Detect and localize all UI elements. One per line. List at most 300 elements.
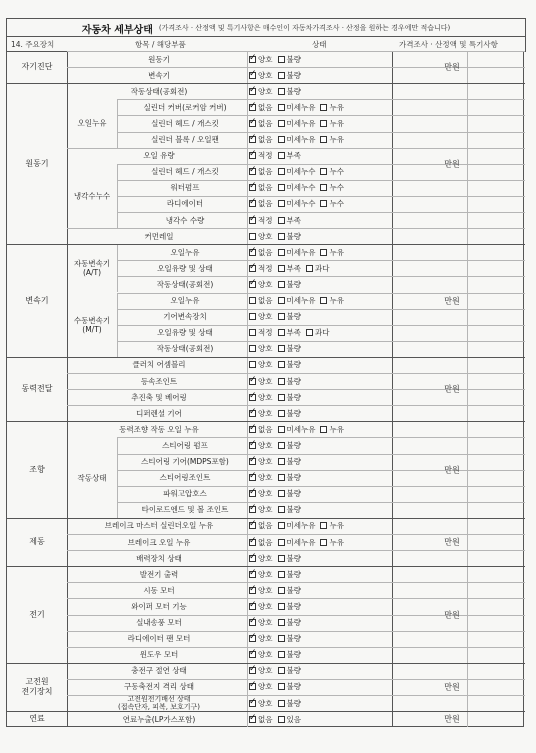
state-option[interactable] bbox=[249, 714, 273, 725]
checked-checkbox[interactable] bbox=[249, 587, 256, 594]
state-option[interactable] bbox=[249, 601, 273, 612]
state-option-label: 없음 bbox=[258, 521, 273, 531]
row-state-options bbox=[249, 54, 306, 65]
state-option[interactable] bbox=[320, 198, 344, 209]
table-row bbox=[7, 663, 525, 679]
state-option[interactable] bbox=[249, 504, 273, 515]
state-option-label: 양호 bbox=[258, 618, 273, 628]
state-option[interactable] bbox=[249, 553, 273, 564]
subgroup-label: 수동변속기 (M/T) bbox=[73, 315, 111, 334]
state-option[interactable] bbox=[249, 134, 273, 145]
state-option[interactable] bbox=[249, 247, 273, 258]
row-state-options bbox=[249, 311, 306, 322]
state-option[interactable] bbox=[249, 198, 273, 209]
checkbox[interactable] bbox=[278, 651, 285, 658]
row-item-label: 커먼레일 bbox=[144, 231, 174, 241]
state-option[interactable] bbox=[249, 649, 273, 660]
header-main-device: 14. 주요장치 bbox=[11, 40, 55, 49]
checkbox[interactable] bbox=[320, 120, 327, 127]
state-option-label: 미세누유 bbox=[286, 247, 316, 257]
checked-checkbox[interactable] bbox=[249, 184, 256, 191]
state-option[interactable] bbox=[278, 295, 316, 306]
state-option[interactable] bbox=[249, 424, 273, 435]
checkbox[interactable] bbox=[320, 200, 327, 207]
row-state-options bbox=[249, 665, 306, 676]
state-option-label: 없음 bbox=[258, 199, 273, 209]
table-row bbox=[7, 631, 525, 647]
checked-checkbox[interactable] bbox=[249, 716, 256, 723]
row-item-label: 실린더 블록 / 오일팬 bbox=[151, 135, 219, 145]
state-option[interactable] bbox=[249, 150, 273, 161]
state-option[interactable] bbox=[278, 714, 302, 725]
row-state-options bbox=[249, 70, 306, 81]
checkbox[interactable] bbox=[249, 345, 256, 352]
row-state-options bbox=[249, 633, 306, 644]
state-option[interactable] bbox=[278, 231, 302, 242]
checkbox[interactable] bbox=[278, 700, 285, 707]
state-option[interactable] bbox=[320, 118, 344, 129]
checked-checkbox[interactable] bbox=[249, 168, 256, 175]
checkbox[interactable] bbox=[278, 168, 285, 175]
row-state-options bbox=[249, 215, 306, 226]
row-item-label: 연료누출(LP가스포함) bbox=[122, 714, 196, 724]
subgroup-label: 작동상태 bbox=[77, 473, 107, 483]
state-option[interactable] bbox=[249, 343, 273, 354]
state-option[interactable] bbox=[249, 698, 273, 709]
state-option-label: 양호 bbox=[258, 473, 273, 483]
row-item-label: 배력장치 상태 bbox=[136, 553, 182, 563]
state-option[interactable] bbox=[278, 569, 302, 580]
state-option-label: 양호 bbox=[258, 666, 273, 676]
state-option[interactable] bbox=[278, 424, 316, 435]
state-option[interactable] bbox=[278, 698, 302, 709]
checkbox[interactable] bbox=[278, 120, 285, 127]
checkbox[interactable] bbox=[249, 361, 256, 368]
state-option[interactable] bbox=[278, 553, 302, 564]
row-item-label: 변속기 bbox=[148, 70, 170, 80]
state-option[interactable] bbox=[320, 166, 344, 177]
state-option-label: 양호 bbox=[258, 489, 273, 499]
checkbox[interactable] bbox=[278, 394, 285, 401]
state-option-label: 양호 bbox=[258, 392, 273, 402]
state-option-label: 양호 bbox=[258, 650, 273, 660]
category-label: 동력전달 bbox=[21, 384, 53, 394]
checked-checkbox[interactable] bbox=[249, 490, 256, 497]
checkbox[interactable] bbox=[320, 539, 327, 546]
state-option[interactable] bbox=[278, 472, 302, 483]
checkbox[interactable] bbox=[278, 426, 285, 433]
state-option[interactable] bbox=[249, 520, 273, 531]
state-option[interactable] bbox=[278, 279, 302, 290]
row-item-label: 라디에이터 bbox=[166, 199, 204, 209]
checkbox[interactable] bbox=[278, 635, 285, 642]
state-option[interactable] bbox=[278, 633, 302, 644]
state-option[interactable] bbox=[249, 295, 273, 306]
state-option[interactable] bbox=[320, 295, 344, 306]
state-option[interactable] bbox=[278, 247, 316, 258]
state-option[interactable] bbox=[278, 408, 302, 419]
checked-checkbox[interactable] bbox=[249, 410, 256, 417]
row-state-options bbox=[249, 295, 349, 306]
checkbox[interactable] bbox=[278, 716, 285, 723]
state-option[interactable] bbox=[278, 343, 302, 354]
checked-checkbox[interactable] bbox=[249, 474, 256, 481]
checkbox[interactable] bbox=[278, 297, 285, 304]
checked-checkbox[interactable] bbox=[249, 200, 256, 207]
state-option[interactable] bbox=[278, 70, 302, 81]
checkbox[interactable] bbox=[278, 152, 285, 159]
state-option[interactable] bbox=[278, 54, 302, 65]
state-option[interactable] bbox=[249, 54, 273, 65]
state-option[interactable] bbox=[249, 70, 273, 81]
checked-checkbox[interactable] bbox=[249, 700, 256, 707]
checkbox[interactable] bbox=[249, 297, 256, 304]
row-state-options bbox=[249, 263, 335, 274]
category-label: 전기 bbox=[29, 609, 45, 619]
state-option[interactable] bbox=[306, 263, 330, 274]
state-option-label: 양호 bbox=[258, 698, 273, 708]
checkbox[interactable] bbox=[320, 297, 327, 304]
checkbox[interactable] bbox=[320, 426, 327, 433]
checkbox[interactable] bbox=[278, 56, 285, 63]
state-option-label: 부족 bbox=[286, 263, 301, 273]
state-option[interactable] bbox=[278, 392, 302, 403]
state-option[interactable] bbox=[249, 376, 273, 387]
state-option[interactable] bbox=[249, 488, 273, 499]
checked-checkbox[interactable] bbox=[249, 120, 256, 127]
state-option-label: 과다 bbox=[315, 328, 330, 338]
checkbox[interactable] bbox=[278, 281, 285, 288]
state-option-label: 없음 bbox=[258, 118, 273, 128]
state-option[interactable] bbox=[278, 665, 302, 676]
state-option-label: 있음 bbox=[286, 714, 301, 724]
checked-checkbox[interactable] bbox=[249, 426, 256, 433]
state-option-label: 불량 bbox=[286, 344, 301, 354]
state-option-label: 누유 bbox=[329, 521, 344, 531]
state-option[interactable] bbox=[249, 359, 273, 370]
state-option[interactable] bbox=[320, 247, 344, 258]
state-option[interactable] bbox=[278, 456, 302, 467]
state-option[interactable] bbox=[249, 392, 273, 403]
state-option-label: 불량 bbox=[286, 408, 301, 418]
checked-checkbox[interactable] bbox=[249, 603, 256, 610]
checkbox[interactable] bbox=[320, 104, 327, 111]
checkbox[interactable] bbox=[278, 200, 285, 207]
state-option[interactable] bbox=[278, 150, 302, 161]
table-row bbox=[7, 582, 525, 598]
checkbox[interactable] bbox=[278, 410, 285, 417]
checkbox[interactable] bbox=[249, 233, 256, 240]
state-option[interactable] bbox=[320, 520, 344, 531]
row-item-label: 추진축 및 베어링 bbox=[131, 392, 187, 402]
checkbox[interactable] bbox=[249, 313, 256, 320]
row-item-label: 냉각수 수량 bbox=[165, 215, 205, 225]
state-option[interactable] bbox=[249, 102, 273, 113]
state-option[interactable] bbox=[249, 681, 273, 692]
checked-checkbox[interactable] bbox=[249, 394, 256, 401]
checkbox[interactable] bbox=[320, 184, 327, 191]
checkbox[interactable] bbox=[278, 361, 285, 368]
state-option[interactable] bbox=[278, 311, 302, 322]
checked-checkbox[interactable] bbox=[249, 683, 256, 690]
checked-checkbox[interactable] bbox=[249, 667, 256, 674]
state-option[interactable] bbox=[249, 456, 273, 467]
checkbox[interactable] bbox=[278, 603, 285, 610]
state-option-label: 적정 bbox=[258, 263, 273, 273]
checked-checkbox[interactable] bbox=[249, 442, 256, 449]
state-option[interactable] bbox=[320, 134, 344, 145]
checkbox[interactable] bbox=[278, 249, 285, 256]
state-option[interactable] bbox=[278, 537, 316, 548]
state-option[interactable] bbox=[249, 118, 273, 129]
checkbox[interactable] bbox=[278, 474, 285, 481]
price-unit-label: 만원 bbox=[444, 159, 460, 169]
state-option[interactable] bbox=[278, 215, 302, 226]
checkbox[interactable] bbox=[278, 104, 285, 111]
state-option-label: 없음 bbox=[258, 296, 273, 306]
state-option-label: 누유 bbox=[329, 135, 344, 145]
state-option[interactable] bbox=[278, 617, 302, 628]
state-option[interactable] bbox=[249, 182, 273, 193]
state-option[interactable] bbox=[249, 215, 273, 226]
state-option[interactable] bbox=[320, 537, 344, 548]
checkbox[interactable] bbox=[278, 490, 285, 497]
state-option-label: 불량 bbox=[286, 231, 301, 241]
state-option[interactable] bbox=[278, 86, 302, 97]
checked-checkbox[interactable] bbox=[249, 88, 256, 95]
state-option-label: 불량 bbox=[286, 618, 301, 628]
header-state: 상태 bbox=[312, 40, 327, 49]
state-option[interactable] bbox=[249, 585, 273, 596]
checkbox[interactable] bbox=[278, 555, 285, 562]
checkbox[interactable] bbox=[320, 249, 327, 256]
checkbox[interactable] bbox=[278, 619, 285, 626]
state-option[interactable] bbox=[278, 649, 302, 660]
checked-checkbox[interactable] bbox=[249, 249, 256, 256]
state-option[interactable] bbox=[249, 279, 273, 290]
state-option[interactable] bbox=[278, 263, 302, 274]
state-option[interactable] bbox=[278, 601, 302, 612]
checkbox[interactable] bbox=[278, 539, 285, 546]
checked-checkbox[interactable] bbox=[249, 217, 256, 224]
state-option[interactable] bbox=[249, 440, 273, 451]
row-state-options bbox=[249, 247, 349, 258]
state-option[interactable] bbox=[278, 198, 316, 209]
state-option[interactable] bbox=[249, 472, 273, 483]
checked-checkbox[interactable] bbox=[249, 555, 256, 562]
category-label: 자기진단 bbox=[21, 62, 53, 72]
state-option-label: 미세누유 bbox=[286, 537, 316, 547]
state-option[interactable] bbox=[278, 376, 302, 387]
checked-checkbox[interactable] bbox=[249, 56, 256, 63]
price-unit-label: 만원 bbox=[444, 537, 460, 547]
state-option-label: 없음 bbox=[258, 424, 273, 434]
checkbox[interactable] bbox=[278, 522, 285, 529]
state-option-label: 없음 bbox=[258, 183, 273, 193]
state-option[interactable] bbox=[278, 359, 302, 370]
row-item-label: 디퍼렌셜 기어 bbox=[136, 408, 182, 418]
row-state-options bbox=[249, 343, 306, 354]
price-unit-label: 만원 bbox=[444, 62, 460, 72]
checkbox[interactable] bbox=[320, 522, 327, 529]
row-item-label: 타이로드엔드 및 볼 조인트 bbox=[141, 505, 229, 515]
table-row bbox=[7, 276, 525, 292]
row-state-options bbox=[249, 681, 306, 692]
checked-checkbox[interactable] bbox=[249, 378, 256, 385]
table-row bbox=[7, 83, 525, 99]
checkbox[interactable] bbox=[278, 136, 285, 143]
state-option-label: 불량 bbox=[286, 86, 301, 96]
row-item-label: 작동상태(공회전) bbox=[156, 279, 214, 289]
state-option[interactable] bbox=[278, 182, 316, 193]
checkbox[interactable] bbox=[278, 329, 285, 336]
checkbox[interactable] bbox=[278, 313, 285, 320]
row-item-label: 충전구 절연 상태 bbox=[131, 666, 187, 676]
checked-checkbox[interactable] bbox=[249, 635, 256, 642]
state-option-label: 누유 bbox=[329, 102, 344, 112]
state-option[interactable] bbox=[249, 617, 273, 628]
table-row bbox=[7, 244, 525, 260]
state-option[interactable] bbox=[249, 408, 273, 419]
state-option[interactable] bbox=[320, 424, 344, 435]
state-option-label: 양호 bbox=[258, 231, 273, 241]
state-option[interactable] bbox=[249, 231, 273, 242]
state-option[interactable] bbox=[278, 118, 316, 129]
state-option-label: 양호 bbox=[258, 408, 273, 418]
row-item-label: 실린더 헤드 / 개스킷 bbox=[151, 167, 219, 177]
state-option[interactable] bbox=[278, 327, 302, 338]
checked-checkbox[interactable] bbox=[249, 506, 256, 513]
checkbox[interactable] bbox=[320, 136, 327, 143]
category-label: 조향 bbox=[29, 464, 45, 474]
checkbox[interactable] bbox=[278, 88, 285, 95]
row-state-options bbox=[249, 472, 306, 483]
checkbox[interactable] bbox=[278, 506, 285, 513]
subgroup-label: 냉각수누수 bbox=[73, 191, 111, 201]
category-divider bbox=[7, 244, 525, 245]
state-option[interactable] bbox=[249, 86, 273, 97]
state-option-label: 불량 bbox=[286, 457, 301, 467]
row-item-label: 실린더 커버(로커암 커버) bbox=[143, 102, 227, 112]
state-option[interactable] bbox=[320, 102, 344, 113]
checked-checkbox[interactable] bbox=[249, 522, 256, 529]
state-option[interactable] bbox=[278, 166, 316, 177]
checked-checkbox[interactable] bbox=[249, 136, 256, 143]
row-item-label: 원동기 bbox=[148, 54, 170, 64]
table-row bbox=[7, 132, 525, 148]
row-item-label: 워터펌프 bbox=[170, 183, 200, 193]
state-option-label: 미세누유 bbox=[286, 135, 316, 145]
checkbox[interactable] bbox=[278, 265, 285, 272]
checkbox[interactable] bbox=[278, 217, 285, 224]
checked-checkbox[interactable] bbox=[249, 265, 256, 272]
state-option[interactable] bbox=[249, 166, 273, 177]
state-option-label: 없음 bbox=[258, 247, 273, 257]
row-item-label: 스티어링 기어(MDPS포함) bbox=[141, 457, 229, 467]
state-option[interactable] bbox=[278, 585, 302, 596]
checkbox[interactable] bbox=[278, 233, 285, 240]
state-option[interactable] bbox=[249, 311, 273, 322]
checkbox[interactable] bbox=[278, 378, 285, 385]
checked-checkbox[interactable] bbox=[249, 458, 256, 465]
state-option-label: 없음 bbox=[258, 714, 273, 724]
state-option-label: 불량 bbox=[286, 666, 301, 676]
state-option-label: 적정 bbox=[258, 215, 273, 225]
state-option[interactable] bbox=[278, 440, 302, 451]
row-state-options bbox=[249, 359, 306, 370]
state-option[interactable] bbox=[278, 134, 316, 145]
header-item-part: 항목 / 해당부품 bbox=[135, 40, 186, 49]
row-state-options bbox=[249, 456, 306, 467]
row-item-label: 구동축전지 격리 상태 bbox=[124, 682, 194, 692]
row-state-options bbox=[249, 166, 349, 177]
checked-checkbox[interactable] bbox=[249, 104, 256, 111]
checkbox[interactable] bbox=[249, 329, 256, 336]
row-state-options bbox=[249, 118, 349, 129]
state-option[interactable] bbox=[249, 633, 273, 644]
state-option[interactable] bbox=[306, 327, 330, 338]
checkbox[interactable] bbox=[278, 571, 285, 578]
checkbox[interactable] bbox=[278, 72, 285, 79]
checked-checkbox[interactable] bbox=[249, 571, 256, 578]
checkbox[interactable] bbox=[278, 184, 285, 191]
checkbox[interactable] bbox=[306, 329, 313, 336]
checkbox[interactable] bbox=[320, 168, 327, 175]
table-row bbox=[7, 212, 525, 228]
checkbox[interactable] bbox=[278, 458, 285, 465]
state-option-label: 미세누수 bbox=[286, 167, 316, 177]
row-state-options bbox=[249, 198, 349, 209]
form-title: 자동차 세부상태 bbox=[81, 24, 153, 36]
state-option[interactable] bbox=[278, 488, 302, 499]
state-option-label: 부족 bbox=[286, 215, 301, 225]
state-option-label: 양호 bbox=[258, 585, 273, 595]
category-label: 고전원 전기장치 bbox=[21, 676, 53, 696]
checkbox[interactable] bbox=[278, 345, 285, 352]
checked-checkbox[interactable] bbox=[249, 281, 256, 288]
price-unit-label: 만원 bbox=[444, 384, 460, 394]
state-option[interactable] bbox=[249, 569, 273, 580]
state-option[interactable] bbox=[249, 263, 273, 274]
state-option[interactable] bbox=[249, 537, 273, 548]
state-option-label: 양호 bbox=[258, 440, 273, 450]
checkbox[interactable] bbox=[278, 587, 285, 594]
checkbox[interactable] bbox=[278, 442, 285, 449]
checked-checkbox[interactable] bbox=[249, 651, 256, 658]
state-option-label: 양호 bbox=[258, 86, 273, 96]
state-option[interactable] bbox=[278, 681, 302, 692]
checkbox[interactable] bbox=[278, 683, 285, 690]
row-item-label: 기어변속장치 bbox=[163, 312, 207, 322]
checkbox[interactable] bbox=[306, 265, 313, 272]
state-option[interactable] bbox=[278, 102, 316, 113]
state-option[interactable] bbox=[320, 182, 344, 193]
state-option-label: 미세누유 bbox=[286, 102, 316, 112]
state-option[interactable] bbox=[278, 520, 316, 531]
checked-checkbox[interactable] bbox=[249, 152, 256, 159]
price-unit-label: 만원 bbox=[444, 610, 460, 619]
checked-checkbox[interactable] bbox=[249, 72, 256, 79]
checkbox[interactable] bbox=[278, 667, 285, 674]
checked-checkbox[interactable] bbox=[249, 539, 256, 546]
state-option[interactable] bbox=[278, 504, 302, 515]
checked-checkbox[interactable] bbox=[249, 619, 256, 626]
state-option[interactable] bbox=[249, 665, 273, 676]
state-option-label: 누유 bbox=[329, 118, 344, 128]
state-option[interactable] bbox=[249, 327, 273, 338]
detail-status-table bbox=[6, 51, 524, 727]
price-unit-label: 만원 bbox=[444, 682, 460, 692]
